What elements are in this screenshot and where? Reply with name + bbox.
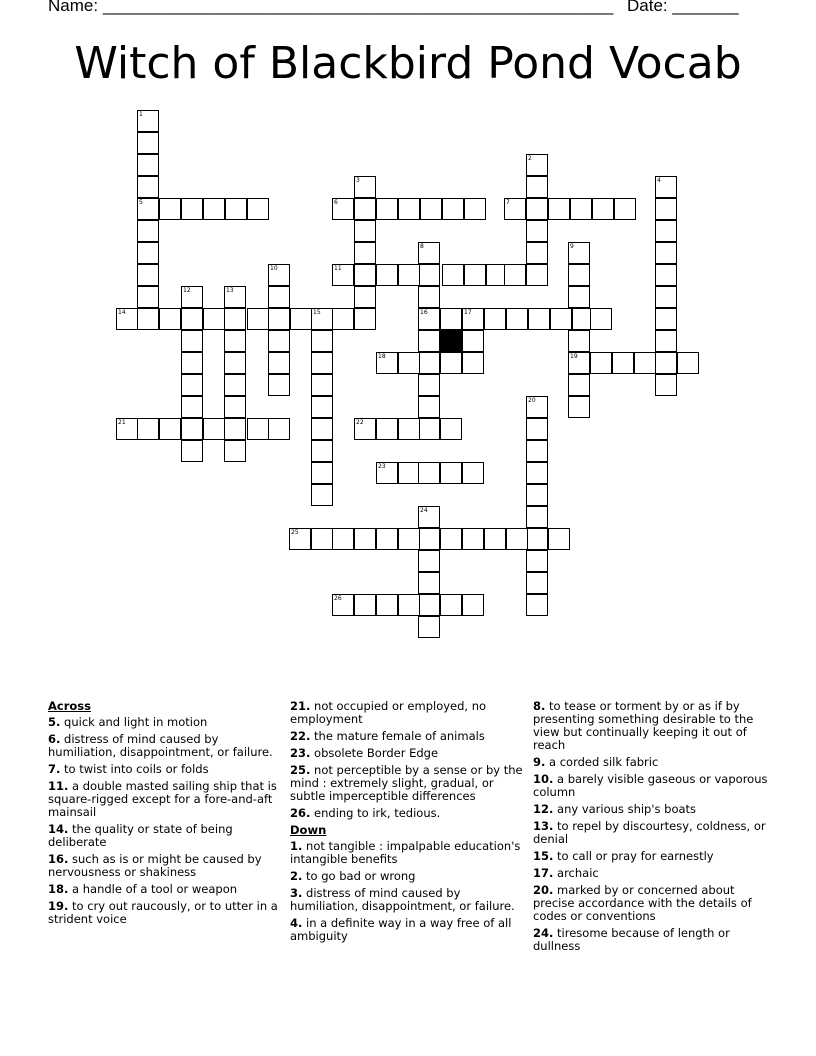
grid-cell[interactable]: [376, 198, 398, 220]
grid-cell[interactable]: [568, 374, 590, 396]
grid-cell[interactable]: [181, 198, 203, 220]
grid-cell[interactable]: [181, 374, 203, 396]
clue-text: obsolete Border Edge: [310, 746, 439, 760]
clue-heading: Across: [48, 699, 91, 713]
grid-cell[interactable]: [354, 418, 376, 440]
cell-number: 2: [528, 155, 532, 162]
grid-cell[interactable]: [137, 418, 159, 440]
grid-cell[interactable]: [376, 264, 398, 286]
grid-cell[interactable]: [526, 594, 548, 616]
grid-cell[interactable]: [568, 264, 590, 286]
grid-cell[interactable]: [526, 242, 548, 264]
grid-cell[interactable]: [570, 198, 592, 220]
cell-number: 17: [464, 309, 472, 316]
grid-cell[interactable]: [268, 264, 290, 286]
grid-cell[interactable]: [462, 330, 484, 352]
grid-cell[interactable]: [526, 220, 548, 242]
clue-item: [290, 764, 526, 803]
clue-item: [533, 927, 769, 953]
grid-cell[interactable]: [137, 308, 159, 330]
grid-cell[interactable]: [484, 528, 506, 550]
grid-cell[interactable]: [181, 286, 203, 308]
grid-cell[interactable]: [137, 176, 159, 198]
grid-cell[interactable]: [442, 198, 464, 220]
clue-text: the quality or state of being deliberate: [48, 822, 233, 849]
puzzle-title: Witch of Blackbird Pond Vocab: [74, 38, 742, 89]
clue-item: [533, 884, 769, 923]
grid-cell[interactable]: [398, 198, 420, 220]
grid-cell[interactable]: [504, 198, 526, 220]
grid-cell[interactable]: [137, 286, 159, 308]
clue-text: to repel by discourtesy, coldness, or denial: [533, 819, 766, 846]
grid-cell[interactable]: [376, 528, 398, 550]
grid-cell[interactable]: [548, 528, 570, 550]
clue-number: 12.: [533, 802, 554, 816]
clue-item: [290, 917, 526, 943]
clue-number: 21.: [290, 699, 311, 713]
grid-cell[interactable]: [418, 506, 440, 528]
clue-item: [48, 853, 284, 879]
grid-cell[interactable]: [225, 198, 247, 220]
cell-number: 5: [139, 199, 143, 206]
clue-number: 10.: [533, 772, 554, 786]
clue-item: [48, 823, 284, 849]
grid-cell[interactable]: [655, 308, 677, 330]
clue-text: to go bad or wrong: [302, 869, 416, 883]
grid-cell[interactable]: [526, 418, 548, 440]
clue-text: such as is or might be caused by nervousness or shakiness: [48, 852, 262, 879]
grid-cell[interactable]: [418, 572, 440, 594]
clue-item: [533, 773, 769, 799]
clue-text: to tease or torment by or as if by presenting something desirable to the view but continually keeping it out of reach: [533, 699, 754, 752]
grid-cell[interactable]: [440, 594, 462, 616]
clue-text: in a definite way in a way free of all ambiguity: [290, 916, 512, 943]
cell-number: 23: [378, 463, 386, 470]
grid-cell[interactable]: [290, 308, 312, 330]
grid-cell[interactable]: [137, 220, 159, 242]
grid-cell[interactable]: [418, 528, 440, 550]
cell-number: 10: [270, 265, 278, 272]
clue-text: distress of mind caused by humiliation, disappointment, or failure.: [48, 732, 273, 759]
grid-cell[interactable]: [224, 440, 246, 462]
clue-text: to twist into coils or folds: [60, 762, 209, 776]
grid-cell[interactable]: [526, 484, 548, 506]
grid-cell[interactable]: [526, 154, 548, 176]
grid-cell[interactable]: [181, 418, 203, 440]
grid-cell[interactable]: [376, 352, 398, 374]
grid-cell[interactable]: [677, 352, 699, 374]
grid-cell[interactable]: [354, 176, 376, 198]
grid-cell[interactable]: [311, 440, 333, 462]
clue-item: [48, 900, 284, 926]
clue-item: [290, 870, 526, 883]
grid-cell[interactable]: [655, 330, 677, 352]
grid-cell[interactable]: [440, 528, 462, 550]
grid-cell[interactable]: [224, 308, 246, 330]
clue-item: [533, 820, 769, 846]
grid-cell[interactable]: [418, 242, 440, 264]
cell-number: 18: [378, 353, 386, 360]
grid-cell[interactable]: [462, 352, 484, 374]
grid-cell[interactable]: [418, 396, 440, 418]
grid-cell[interactable]: [655, 242, 677, 264]
grid-cell[interactable]: [116, 418, 138, 440]
grid-cell[interactable]: [137, 264, 159, 286]
grid-cell[interactable]: [311, 308, 333, 330]
grid-cell[interactable]: [332, 198, 354, 220]
grid-cell[interactable]: [137, 198, 159, 220]
grid-cell[interactable]: [462, 308, 484, 330]
clue-item: [290, 840, 526, 866]
grid-cell[interactable]: [203, 198, 225, 220]
grid-cell[interactable]: [159, 198, 181, 220]
grid-cell[interactable]: [655, 264, 677, 286]
cell-number: 24: [420, 507, 428, 514]
grid-cell[interactable]: [203, 308, 225, 330]
grid-cell[interactable]: [332, 308, 354, 330]
clue-text: a corded silk fabric: [545, 755, 659, 769]
cell-number: 22: [356, 419, 364, 426]
grid-cell[interactable]: [181, 440, 203, 462]
grid-cell[interactable]: [289, 528, 311, 550]
grid-cell[interactable]: [526, 528, 548, 550]
grid-cell[interactable]: [354, 198, 376, 220]
clue-text: quick and light in motion: [60, 715, 208, 729]
clue-number: 11.: [48, 779, 69, 793]
grid-cell[interactable]: [137, 154, 159, 176]
grid-cell[interactable]: [268, 352, 290, 374]
clue-item: [533, 803, 769, 816]
grid-cell[interactable]: [506, 528, 528, 550]
cell-number: 20: [528, 397, 536, 404]
grid-cell[interactable]: [398, 528, 420, 550]
cell-number: 13: [226, 287, 234, 294]
clue-text: marked by or concerned about precise accordance with the details of codes or conventions: [533, 883, 752, 923]
grid-cell[interactable]: [137, 132, 159, 154]
clue-number: 20.: [533, 883, 554, 897]
grid-cell[interactable]: [528, 308, 550, 330]
grid-cell[interactable]: [568, 242, 590, 264]
cell-number: 8: [420, 243, 424, 250]
grid-cell[interactable]: [526, 440, 548, 462]
black-cell: [440, 330, 462, 352]
cell-number: 14: [118, 309, 126, 316]
grid-cell[interactable]: [354, 308, 376, 330]
clue-number: 18.: [48, 882, 69, 896]
cell-number: 26: [334, 595, 342, 602]
grid-cell[interactable]: [181, 308, 203, 330]
grid-cell[interactable]: [247, 198, 269, 220]
grid-cell[interactable]: [354, 242, 376, 264]
grid-cell[interactable]: [526, 550, 548, 572]
grid-cell[interactable]: [440, 418, 462, 440]
grid-cell[interactable]: [655, 176, 677, 198]
name-label: Name:: [48, 0, 99, 15]
grid-cell[interactable]: [418, 374, 440, 396]
grid-cell[interactable]: [655, 374, 677, 396]
clue-number: 6.: [48, 732, 61, 746]
grid-cell[interactable]: [462, 594, 484, 616]
grid-cell[interactable]: [268, 330, 290, 352]
grid-cell[interactable]: [418, 462, 440, 484]
grid-cell[interactable]: [268, 374, 290, 396]
clue-text: to call or pray for earnestly: [553, 849, 714, 863]
clue-column-1: [48, 700, 284, 930]
cell-number: 4: [657, 177, 661, 184]
clue-number: 17.: [533, 866, 554, 880]
grid-cell[interactable]: [568, 352, 590, 374]
cell-number: 3: [356, 177, 360, 184]
grid-cell[interactable]: [526, 572, 548, 594]
grid-cell[interactable]: [418, 594, 440, 616]
clue-item: [533, 756, 769, 769]
grid-cell[interactable]: [376, 594, 398, 616]
grid-cell[interactable]: [464, 198, 486, 220]
grid-cell[interactable]: [332, 594, 354, 616]
clue-number: 26.: [290, 806, 311, 820]
clue-text: tiresome because of length or dullness: [533, 926, 730, 953]
clue-text: archaic: [553, 866, 599, 880]
cell-number: 15: [313, 309, 321, 316]
cell-number: 21: [118, 419, 126, 426]
grid-cell[interactable]: [592, 198, 614, 220]
clue-text: distress of mind caused by humiliation, disappointment, or failure.: [290, 886, 515, 913]
grid-cell[interactable]: [376, 462, 398, 484]
grid-cell[interactable]: [418, 418, 440, 440]
clue-item: [533, 850, 769, 863]
clue-item: [290, 747, 526, 760]
clue-number: 24.: [533, 926, 554, 940]
clue-number: 7.: [48, 762, 61, 776]
grid-cell[interactable]: [568, 330, 590, 352]
clue-number: 8.: [533, 699, 546, 713]
clue-number: 19.: [48, 899, 69, 913]
grid-cell[interactable]: [398, 462, 420, 484]
grid-cell[interactable]: [526, 264, 548, 286]
grid-cell[interactable]: [484, 308, 506, 330]
clue-item: [48, 883, 284, 896]
grid-cell[interactable]: [526, 396, 548, 418]
clue-item: [290, 807, 526, 820]
cell-number: 7: [506, 199, 510, 206]
clue-item: [48, 716, 284, 729]
grid-cell[interactable]: [224, 352, 246, 374]
grid-cell[interactable]: [464, 264, 486, 286]
grid-cell[interactable]: [224, 396, 246, 418]
clue-text: a double masted sailing ship that is square-rigged except for a fore-and-aft mainsail: [48, 779, 277, 819]
clue-number: 23.: [290, 746, 311, 760]
grid-cell[interactable]: [614, 198, 636, 220]
clue-heading: Down: [290, 823, 327, 837]
grid-cell[interactable]: [440, 308, 462, 330]
cell-number: 19: [570, 353, 578, 360]
grid-cell[interactable]: [568, 286, 590, 308]
cell-number: 12: [183, 287, 191, 294]
grid-cell[interactable]: [332, 528, 354, 550]
grid-cell[interactable]: [612, 352, 634, 374]
clue-text: a handle of a tool or weapon: [68, 882, 238, 896]
grid-cell[interactable]: [634, 352, 656, 374]
clue-text: not perceptible by a sense or by the mind : extremely slight, gradual, or subtle imperceptible differences: [290, 763, 523, 803]
clue-number: 5.: [48, 715, 61, 729]
grid-cell[interactable]: [332, 264, 354, 286]
grid-cell[interactable]: [418, 308, 440, 330]
cell-number: 11: [334, 265, 342, 272]
cell-number: 1: [139, 111, 143, 118]
grid-cell[interactable]: [418, 330, 440, 352]
grid-cell[interactable]: [224, 286, 246, 308]
grid-cell[interactable]: [181, 396, 203, 418]
clue-item: [290, 700, 526, 726]
grid-cell[interactable]: [376, 418, 398, 440]
date-blank[interactable]: _______: [672, 0, 739, 15]
clue-number: 15.: [533, 849, 554, 863]
clue-number: 3.: [290, 886, 303, 900]
clue-number: 1.: [290, 839, 303, 853]
clue-column-2: [290, 700, 526, 947]
grid-cell[interactable]: [311, 330, 333, 352]
grid-cell[interactable]: [311, 462, 333, 484]
clue-number: 25.: [290, 763, 311, 777]
grid-cell[interactable]: [418, 616, 440, 638]
grid-cell[interactable]: [440, 352, 462, 374]
grid-cell[interactable]: [420, 198, 442, 220]
grid-cell[interactable]: [224, 374, 246, 396]
clue-number: 2.: [290, 869, 303, 883]
grid-cell[interactable]: [462, 462, 484, 484]
clue-number: 13.: [533, 819, 554, 833]
grid-cell[interactable]: [354, 220, 376, 242]
date-label: Date:: [627, 0, 668, 15]
grid-cell[interactable]: [159, 418, 181, 440]
grid-cell[interactable]: [159, 308, 181, 330]
clue-text: to cry out raucously, or to utter in a strident voice: [48, 899, 278, 926]
grid-cell[interactable]: [526, 462, 548, 484]
grid-cell[interactable]: [550, 308, 572, 330]
grid-cell[interactable]: [590, 352, 612, 374]
grid-cell[interactable]: [462, 528, 484, 550]
grid-cell[interactable]: [311, 528, 333, 550]
clue-text: the mature female of animals: [310, 729, 485, 743]
grid-cell[interactable]: [268, 308, 290, 330]
clue-text: not tangible : impalpable education's intangible benefits: [290, 839, 521, 866]
name-blank[interactable]: ______________________________________________________: [102, 0, 614, 15]
grid-cell[interactable]: [526, 506, 548, 528]
grid-cell[interactable]: [137, 110, 159, 132]
grid-cell[interactable]: [354, 528, 376, 550]
cell-number: 9: [570, 243, 574, 250]
grid-cell[interactable]: [398, 418, 420, 440]
grid-cell[interactable]: [354, 264, 376, 286]
grid-cell[interactable]: [418, 550, 440, 572]
clue-item: [48, 780, 284, 819]
clue-item: [48, 763, 284, 776]
grid-cell[interactable]: [506, 308, 528, 330]
grid-cell[interactable]: [442, 264, 464, 286]
grid-cell[interactable]: [311, 374, 333, 396]
grid-cell[interactable]: [354, 594, 376, 616]
grid-cell[interactable]: [311, 396, 333, 418]
grid-cell[interactable]: [418, 352, 440, 374]
grid-cell[interactable]: [311, 418, 333, 440]
grid-cell[interactable]: [398, 264, 420, 286]
grid-cell[interactable]: [224, 418, 246, 440]
grid-cell[interactable]: [526, 176, 548, 198]
grid-cell[interactable]: [655, 198, 677, 220]
grid-cell[interactable]: [418, 286, 440, 308]
grid-cell[interactable]: [354, 286, 376, 308]
grid-cell[interactable]: [137, 242, 159, 264]
cell-number: 16: [420, 309, 428, 316]
grid-cell[interactable]: [504, 264, 526, 286]
grid-cell[interactable]: [268, 286, 290, 308]
grid-cell[interactable]: [203, 418, 225, 440]
grid-cell[interactable]: [655, 286, 677, 308]
clue-item: [290, 730, 526, 743]
clue-text: a barely visible gaseous or vaporous column: [533, 772, 768, 799]
grid-cell[interactable]: [116, 308, 138, 330]
grid-cell[interactable]: [311, 352, 333, 374]
clue-text: any various ship's boats: [553, 802, 697, 816]
grid-cell[interactable]: [568, 396, 590, 418]
clue-item: [533, 700, 769, 752]
cell-number: 6: [334, 199, 338, 206]
clue-item: [533, 867, 769, 880]
grid-cell[interactable]: [548, 198, 570, 220]
clue-number: 9.: [533, 755, 546, 769]
grid-cell[interactable]: [181, 330, 203, 352]
clue-text: not occupied or employed, no employment: [290, 699, 487, 726]
grid-cell[interactable]: [398, 352, 420, 374]
clue-number: 22.: [290, 729, 311, 743]
grid-cell[interactable]: [268, 418, 290, 440]
clue-number: 16.: [48, 852, 69, 866]
clue-text: ending to irk, tedious.: [310, 806, 441, 820]
clue-item: [48, 733, 284, 759]
grid-cell[interactable]: [247, 308, 269, 330]
grid-cell[interactable]: [655, 220, 677, 242]
clue-number: 4.: [290, 916, 303, 930]
grid-cell[interactable]: [398, 594, 420, 616]
grid-cell[interactable]: [224, 330, 246, 352]
grid-cell[interactable]: [655, 352, 677, 374]
grid-cell[interactable]: [590, 308, 612, 330]
cell-number: 25: [291, 529, 299, 536]
grid-cell[interactable]: [418, 264, 440, 286]
clue-item: [290, 887, 526, 913]
clue-column-3: [533, 700, 769, 957]
grid-cell[interactable]: [440, 462, 462, 484]
grid-cell[interactable]: [247, 418, 269, 440]
grid-cell[interactable]: [526, 198, 548, 220]
clue-number: 14.: [48, 822, 69, 836]
grid-cell[interactable]: [181, 352, 203, 374]
grid-cell[interactable]: [311, 484, 333, 506]
